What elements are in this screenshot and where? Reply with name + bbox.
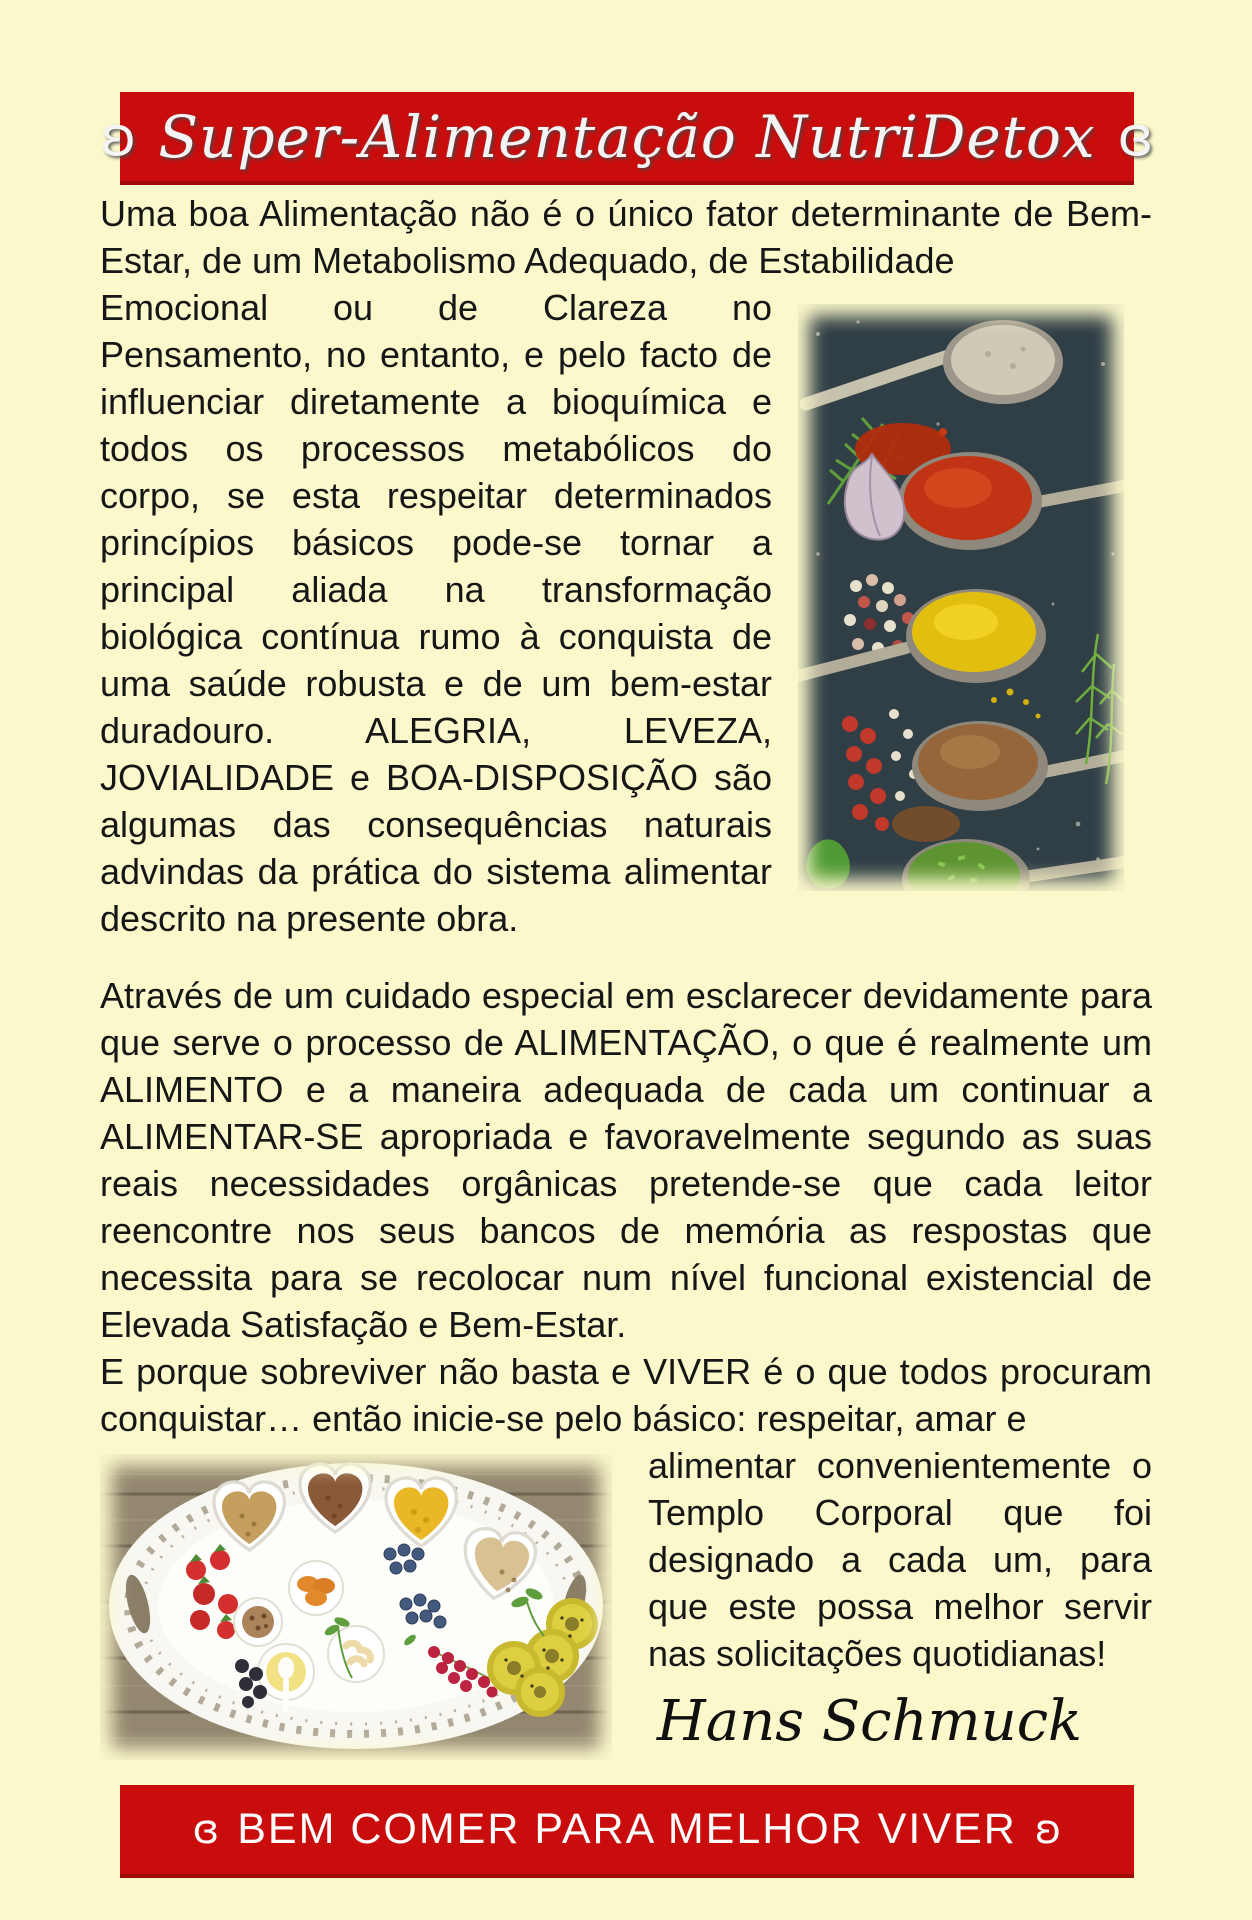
body-text-block xyxy=(100,190,1152,1766)
intro-paragraph: Uma boa Alimentação não é o único fator determinante de Bem-Estar, de um Metabolismo Adequado, de Estabilidade xyxy=(100,193,1152,281)
paragraph-with-platter-photo xyxy=(100,1442,1152,1757)
floral-ornament-left-icon: ʚ xyxy=(100,105,137,168)
closing-paragraph-lead: E porque sobreviver não basta e VIVER é o que todos procuram conquistar… então inicie-se pelo básico: respeitar, amar e xyxy=(100,1351,1152,1439)
middle-paragraph: Através de um cuidado especial em esclarecer devidamente para que serve o processo de ALIMENTAÇÃO, o que é realmente um ALIMENTO e a maneira adequada de cada um continuar a ALIMENTAR-SE apropriada e favoravelmente segundo as suas reais necessidades orgânicas pretende-se que cada leitor reencontre nos seus bancos de memória as respostas que necessita para se recolocar num nível funcional existencial de Elevada Satisfação e Bem-Estar. xyxy=(100,975,1152,1345)
page-title: Super-Alimentação NutriDetox xyxy=(158,102,1096,171)
paragraph-with-spice-photo xyxy=(100,284,1152,942)
spice-spoons-photo xyxy=(798,304,1124,891)
food-platter-illustration xyxy=(100,1454,612,1760)
swirl-ornament-right-icon: ʚ xyxy=(1034,1806,1062,1853)
footer-banner xyxy=(120,1785,1134,1878)
swirl-ornament-left-icon: ɞ xyxy=(192,1806,220,1853)
spice-spoons-illustration xyxy=(798,304,1124,891)
header-banner xyxy=(100,92,1154,185)
closing-paragraph-wrapped: alimentar convenientemente o Templo Corporal que foi designado a cada um, para que este possa melhor servir nas solicitações quotidianas! xyxy=(648,1445,1152,1674)
footer-slogan: BEM COMER PARA MELHOR VIVER xyxy=(237,1805,1017,1853)
food-platter-photo xyxy=(100,1454,612,1760)
author-signature: Hans Schmuck xyxy=(656,1689,1082,1754)
intro-paragraph-wrapped: Emocional ou de Clareza no Pensamento, no entanto, e pelo facto de influenciar diretamente a bioquímica e todos os processos metabólicos do corpo, se esta respeitar determinados princípios básicos pode-se tornar a principal aliada na transformação biológica contínua rumo à conquista de uma saúde robusta e de um bem-estar duradouro. ALEGRIA, LEVEZA, JOVIALIDADE e BOA-DISPOSIÇÃO são algumas das consequências naturais advindas da prática do sistema alimentar descrito na presente obra. xyxy=(100,287,772,939)
floral-ornament-right-icon: ɞ xyxy=(1117,105,1154,168)
